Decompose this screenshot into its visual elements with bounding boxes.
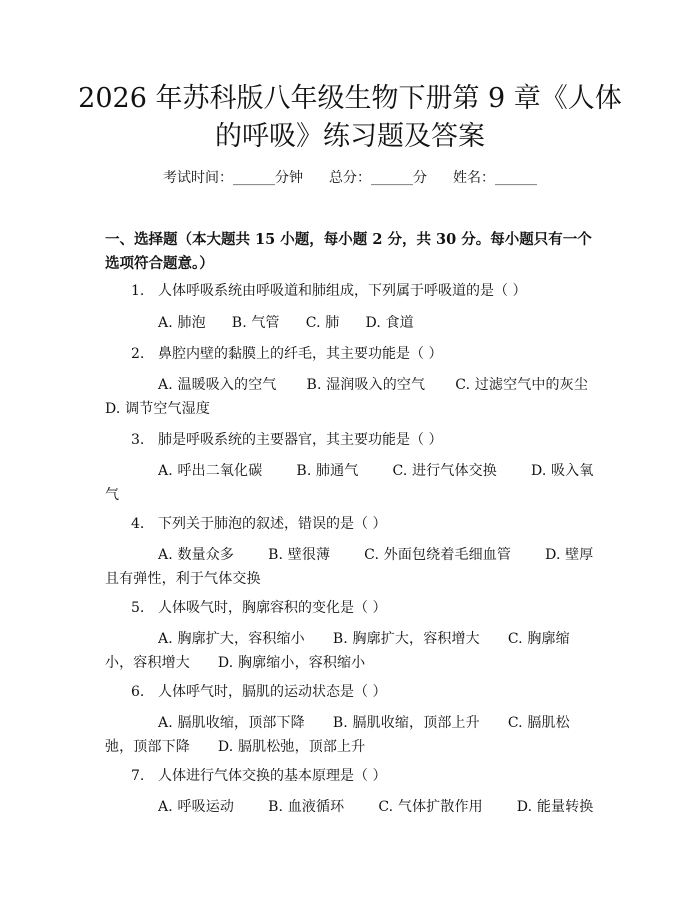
name-field: 姓名：______	[453, 170, 537, 186]
option-b: B. 血液循环	[268, 799, 345, 815]
document-title-line-2: 的呼吸》练习题及答案	[215, 121, 485, 152]
option-a: A. 胸廓扩大，容积缩小	[158, 631, 305, 647]
option-a: A. 呼吸运动	[158, 799, 235, 815]
question-options	[105, 543, 597, 591]
exam-meta	[0, 168, 700, 188]
document-title-line-1: 2026 年苏科版八年级生物下册第 9 章《人体	[78, 83, 622, 114]
question-text: 人体吸气时，胸廓容积的变化是（ ）	[158, 600, 387, 616]
question-stem	[131, 598, 386, 618]
question-stem	[131, 430, 442, 450]
option-c: C. 膈肌松弛，顶部下降	[105, 715, 570, 755]
option-d: D. 膈肌松弛，顶部上升	[217, 739, 366, 755]
option-d: D. 壁厚且有弹性，利于气体交换	[105, 547, 594, 587]
question-number: 1.	[131, 283, 145, 299]
option-c: C. 进行气体交换	[392, 463, 497, 479]
question-options	[105, 711, 597, 759]
question-stem	[131, 281, 526, 301]
question-text: 人体呼吸系统由呼吸道和肺组成，下列属于呼吸道的是（ ）	[158, 283, 527, 299]
section-heading: 一、选择题（本大题共 15 小题，每小题 2 分，共 30 分。每小题只有一个选项符合题意。）	[105, 231, 592, 272]
option-d: D. 吸入氧气	[105, 463, 594, 503]
question-text: 人体呼气时，膈肌的运动状态是（ ）	[158, 684, 387, 700]
option-d: D. 食道	[365, 315, 414, 331]
option-d: D. 调节空气湿度	[105, 401, 210, 417]
option-b: B. 胸廓扩大，容积增大	[332, 631, 480, 647]
question-text: 人体进行气体交换的基本原理是（ ）	[158, 768, 387, 784]
question-text: 肺是呼吸系统的主要器官，其主要功能是（ ）	[158, 432, 443, 448]
option-a: A. 温暖吸入的空气	[158, 377, 277, 393]
question-stem	[131, 682, 386, 702]
question-number: 6.	[131, 684, 145, 700]
question-number: 3.	[131, 432, 145, 448]
option-c: C. 外面包绕着毛细血管	[364, 547, 512, 563]
option-a: A. 呼出二氧化碳	[158, 463, 263, 479]
option-b: B. 湿润吸入的空气	[306, 377, 426, 393]
total-score-field: 总分：______分	[329, 170, 427, 186]
question-text: 下列关于肺泡的叙述，错误的是（ ）	[158, 516, 387, 532]
option-c: C. 过滤空气中的灰尘	[455, 377, 588, 393]
option-c: C. 气体扩散作用	[378, 799, 483, 815]
exam-time-field: 考试时间：______分钟	[163, 170, 303, 186]
option-b: B. 肺通气	[296, 463, 359, 479]
question-stem	[131, 514, 386, 534]
question-options	[105, 373, 597, 421]
option-c: C. 胸廓缩小，容积增大	[105, 631, 570, 671]
question-options	[105, 795, 597, 819]
question-number: 7.	[131, 768, 145, 784]
question-number: 4.	[131, 516, 145, 532]
option-c: C. 肺	[305, 315, 340, 331]
option-d: D. 胸廓缩小，容积缩小	[217, 655, 366, 671]
question-text: 鼻腔内壁的黏膜上的纤毛，其主要功能是（ ）	[158, 346, 443, 362]
question-options	[105, 459, 597, 507]
option-a: A. 数量众多	[158, 547, 235, 563]
question-stem	[131, 344, 442, 364]
option-b: B. 气管	[231, 315, 280, 331]
question-number: 2.	[131, 346, 145, 362]
question-options	[105, 311, 597, 335]
option-b: B. 壁很薄	[268, 547, 331, 563]
option-d: D. 能量转换	[516, 799, 594, 815]
option-b: B. 膈肌收缩，顶部上升	[332, 715, 480, 731]
question-number: 5.	[131, 600, 145, 616]
question-stem	[131, 766, 386, 786]
question-options	[105, 627, 597, 675]
option-a: A. 膈肌收缩，顶部下降	[158, 715, 305, 731]
option-a: A. 肺泡	[158, 315, 206, 331]
